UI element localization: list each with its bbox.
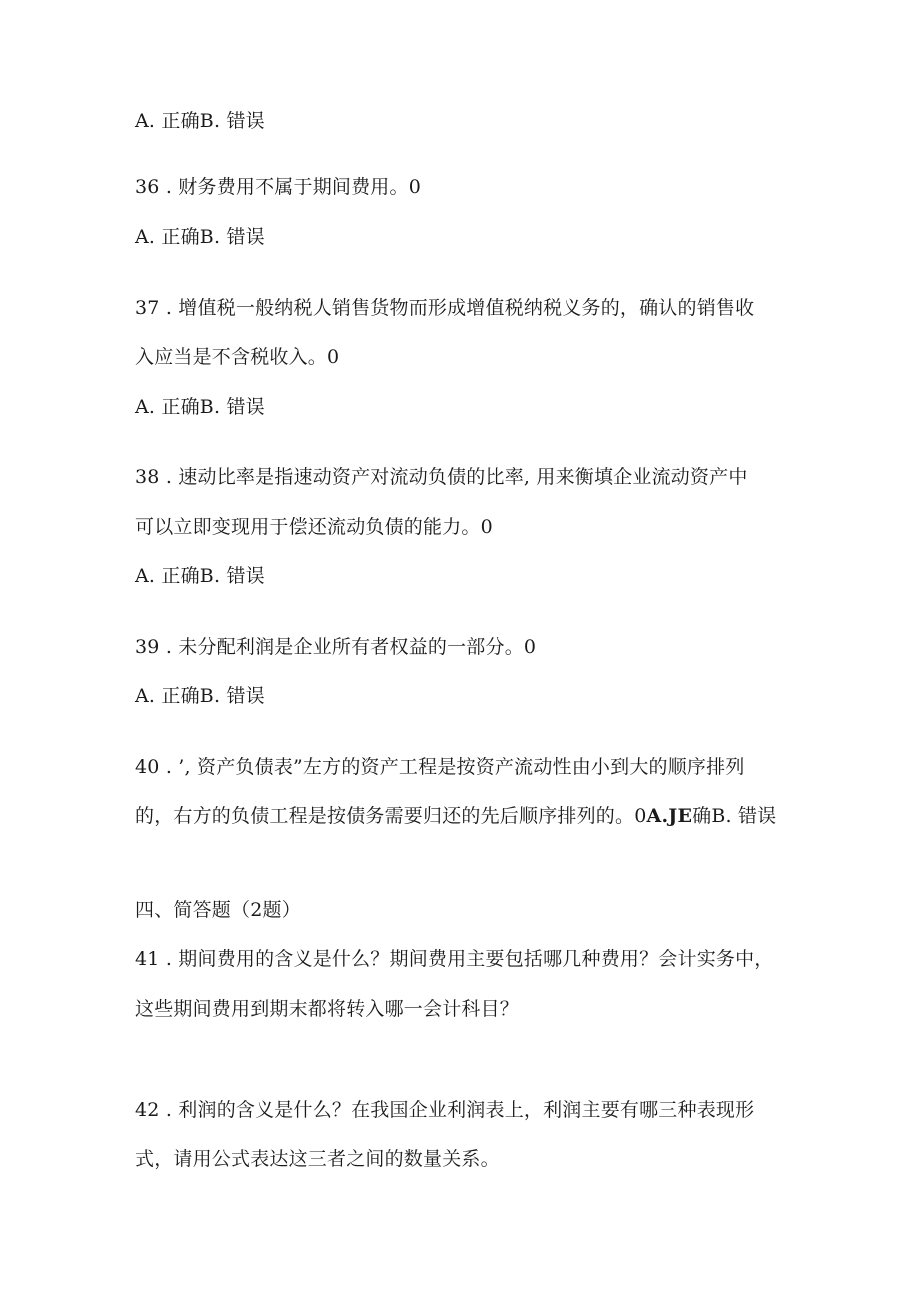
question-37-line-2: 入应当是不含税收入。0 — [135, 346, 340, 368]
question-38-line-2: 可以立即变现用于偿还流动负债的能力。0 — [135, 516, 493, 538]
answer-option-a-garbled: A.JE — [646, 805, 693, 827]
answer-options-37: A. 正确B. 错误 — [135, 396, 265, 418]
answer-options-38: A. 正确B. 错误 — [135, 565, 265, 587]
question-37-line-1: 37 . 增值税一般纳税人销售货物而形成增值税纳税义务的，确认的销售收 — [135, 297, 755, 319]
answer-options-35: A. 正确B. 错误 — [135, 110, 265, 132]
question-36: 36 . 财务费用不属于期间费用。0 — [135, 176, 421, 198]
question-40-line-2-text: 的，右方的负债工程是按债务需要归还的先后顺序排列的。0 — [135, 805, 647, 827]
answer-options-36: A. 正确B. 错误 — [135, 226, 265, 248]
answer-options-40-rest: 确B. 错误 — [692, 805, 777, 827]
question-38-line-1: 38 . 速动比率是指速动资产对流动负债的比率, 用来衡填企业流动资产中 — [135, 466, 748, 488]
question-42-line-2: 式，请用公式表达这三者之间的数量关系。 — [135, 1148, 500, 1170]
question-42-line-1: 42 . 利润的含义是什么？在我国企业利润表上，利润主要有哪三种表现形 — [135, 1099, 755, 1121]
question-40-line-2 — [135, 804, 776, 828]
question-39: 39 . 未分配利润是企业所有者权益的一部分。0 — [135, 636, 537, 658]
section-heading-short-answer: 四、简答题（2题） — [135, 899, 301, 921]
question-41-line-2: 这些期间费用到期末都将转入哪一会计科目？ — [135, 998, 520, 1020]
answer-options-39: A. 正确B. 错误 — [135, 685, 265, 707]
question-41-line-1: 41 . 期间费用的含义是什么？期间费用主要包括哪几种费用？会计实务中， — [135, 948, 774, 970]
question-40-line-1: 40 . ’, 资产负债表”左方的资产工程是按资产流动性由小到大的顺序排列 — [135, 756, 745, 778]
